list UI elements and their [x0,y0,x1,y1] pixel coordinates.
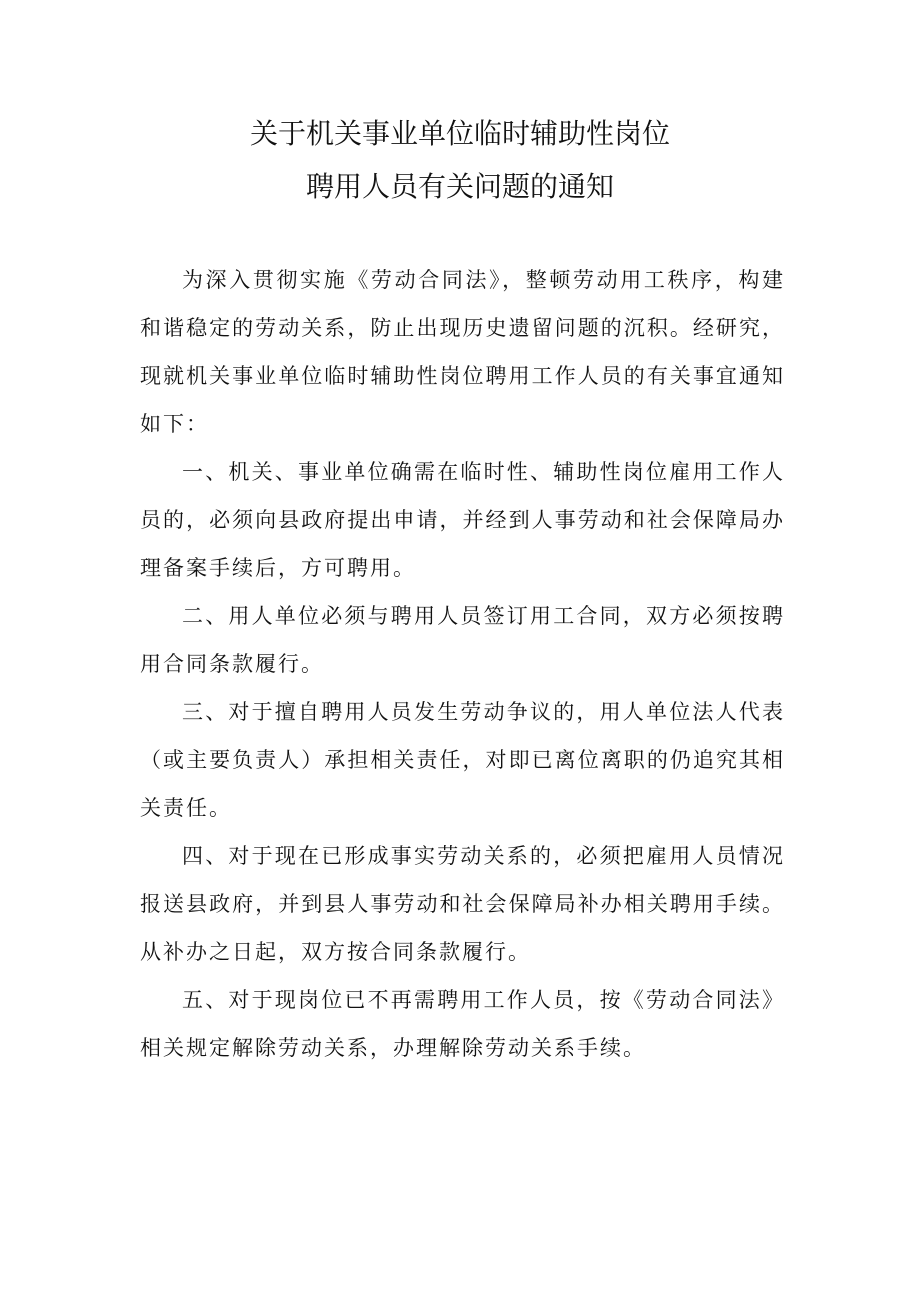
clause-2-paragraph: 二、用人单位必须与聘用人员签订用工合同，双方必须按聘用合同条款履行。 [140,604,785,676]
clause-1-paragraph: 一、机关、事业单位确需在临时性、辅助性岗位雇用工作人员的，必须向县政府提出申请，并经到人事劳动和社会保障局办理备案手续后，方可聘用。 [140,460,785,580]
document-title-line-1: 关于机关事业单位临时辅助性岗位 [249,117,670,150]
clause-5-paragraph: 五、对于现岗位已不再需聘用工作人员，按《劳动合同法》相关规定解除劳动关系，办理解除劳动关系手续。 [140,988,785,1060]
clause-3-paragraph: 三、对于擅自聘用人员发生劳动争议的，用人单位法人代表（或主要负责人）承担相关责任，对即已离位离职的仍追究其相关责任。 [140,700,785,820]
intro-paragraph: 为深入贯彻实施《劳动合同法》，整顿劳动用工秩序，构建和谐稳定的劳动关系，防止出现历史遗留问题的沉积。经研究，现就机关事业单位临时辅助性岗位聘用工作人员的有关事宜通知如下： [140,268,785,436]
document-body [140,256,785,1072]
clause-4-paragraph: 四、对于现在已形成事实劳动关系的，必须把雇用人员情况报送县政府，并到县人事劳动和社会保障局补办相关聘用手续。从补办之日起，双方按合同条款履行。 [140,844,785,964]
document-title-line-2: 聘用人员有关问题的通知 [305,170,614,203]
